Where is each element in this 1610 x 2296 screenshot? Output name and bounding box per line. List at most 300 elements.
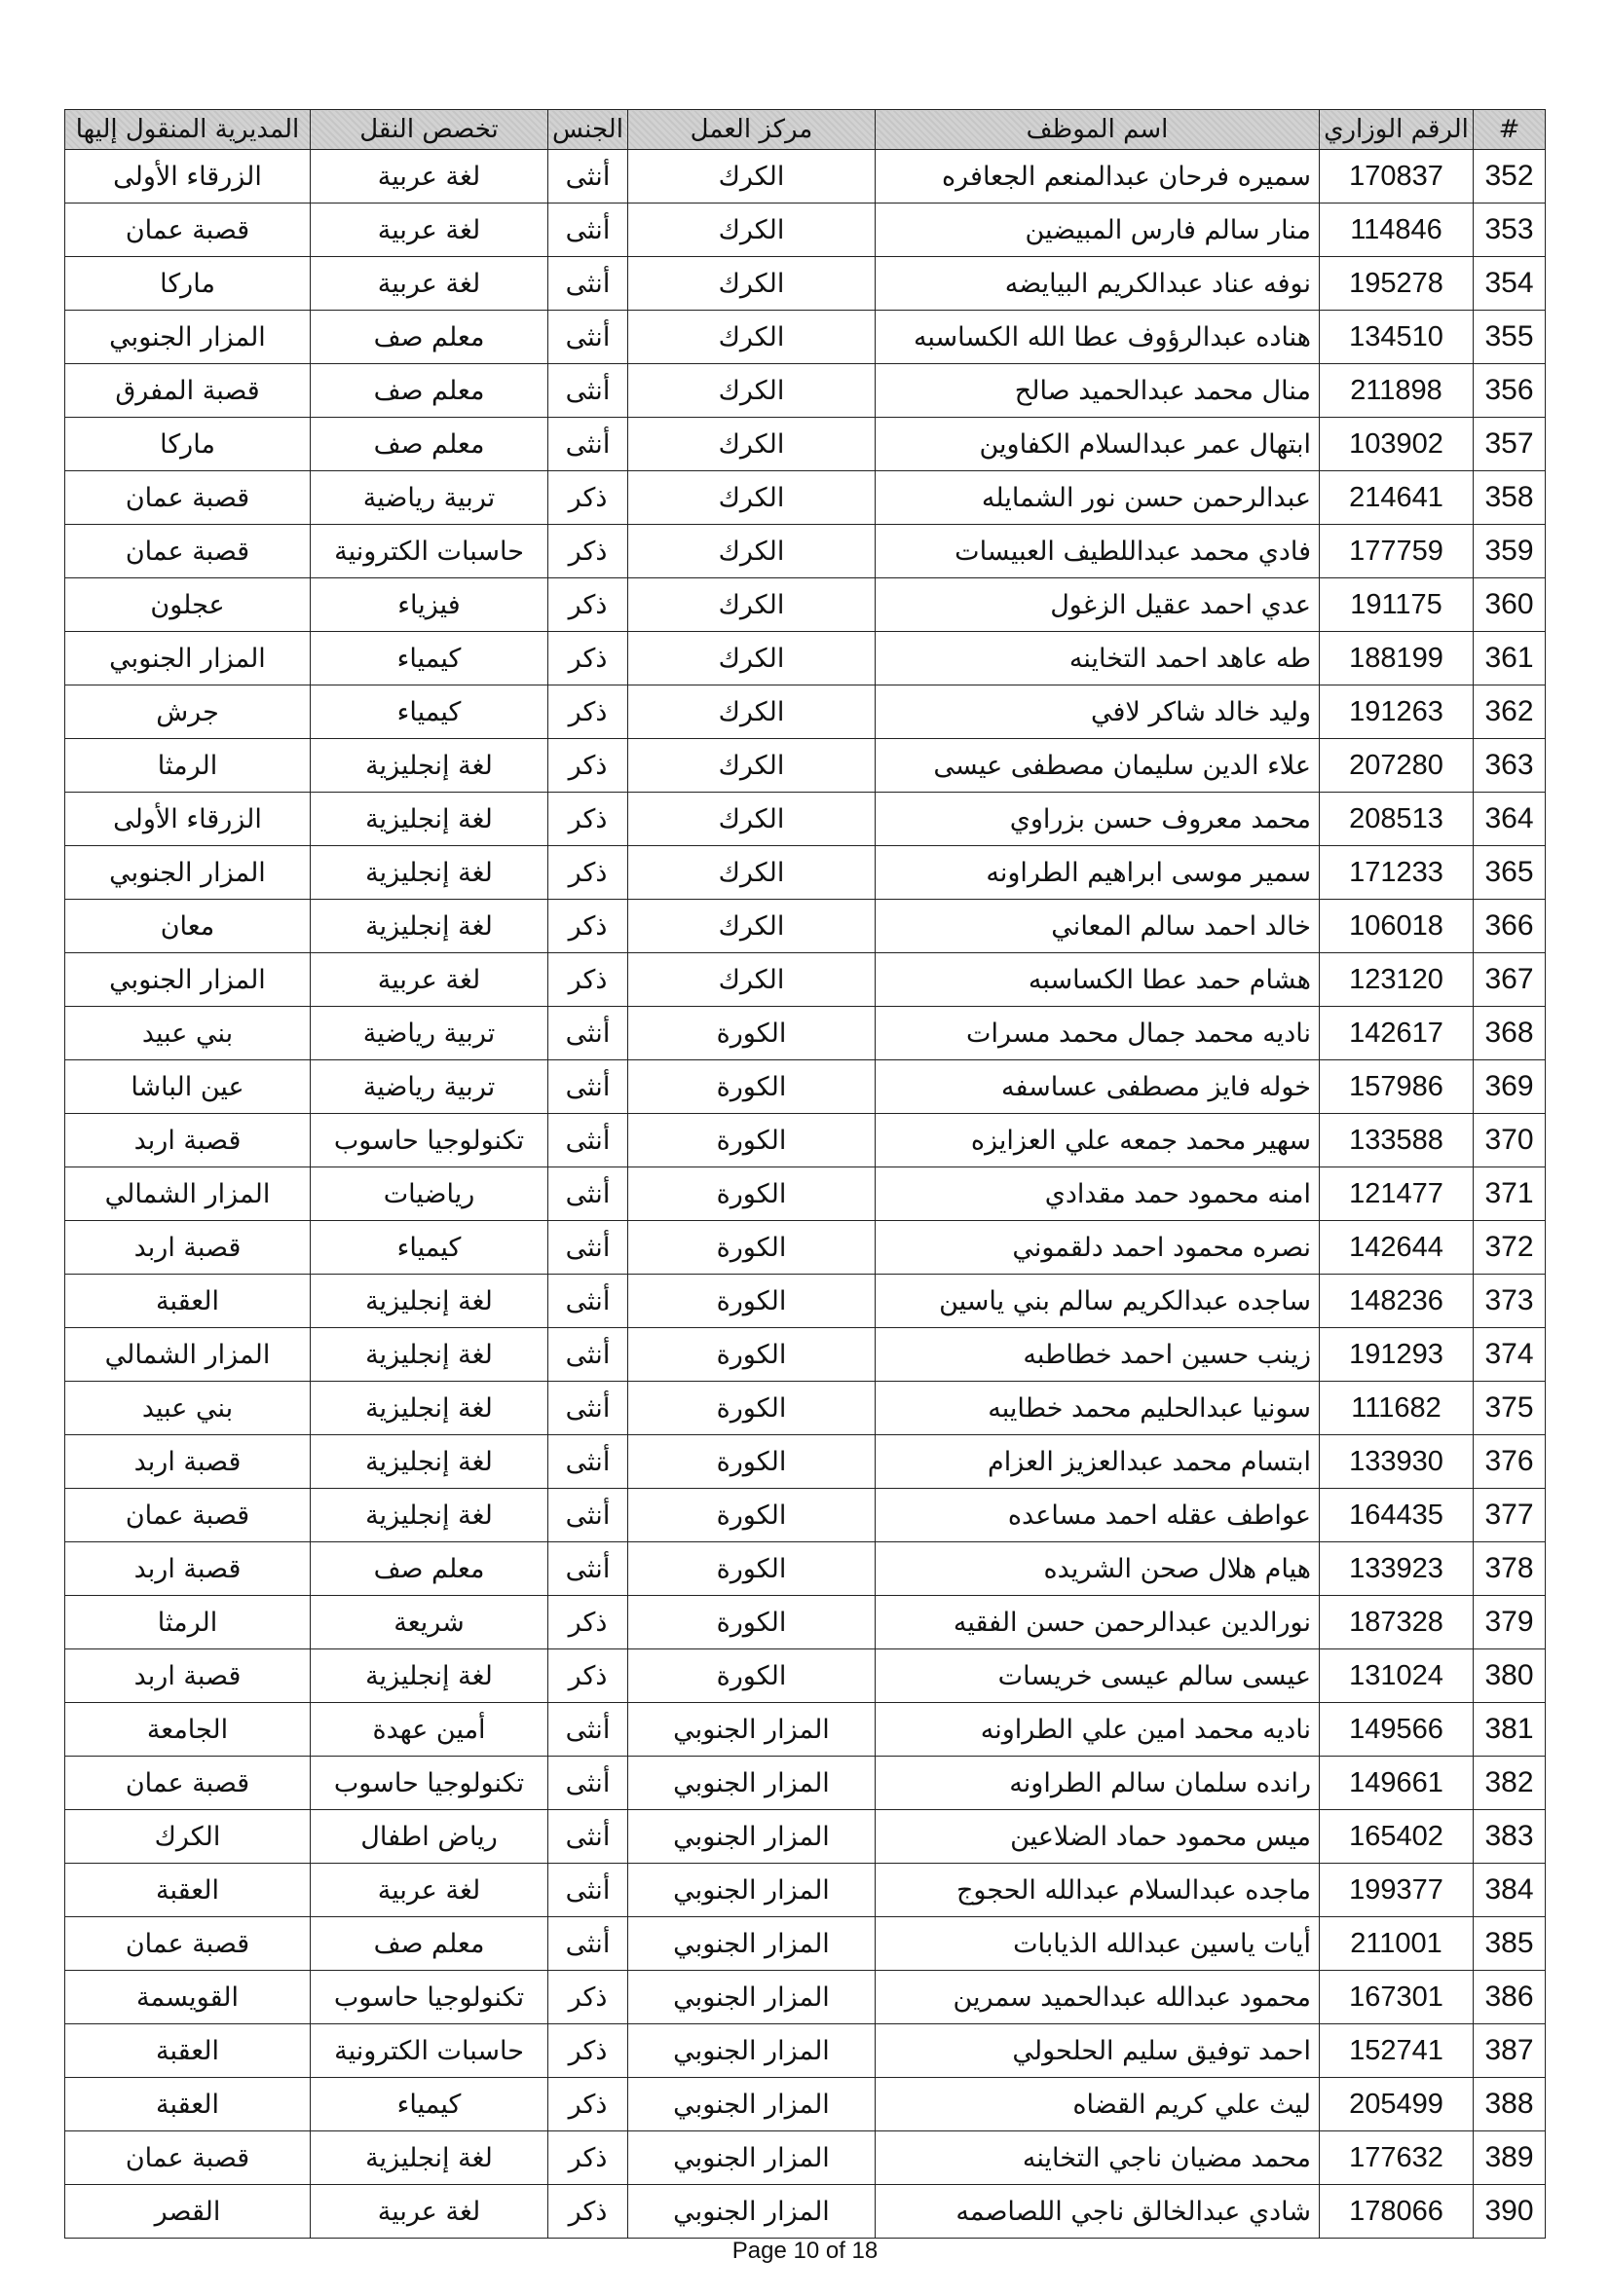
- directorate-cell: الكرك: [65, 1810, 311, 1864]
- employee-name-cell: سمير موسى ابراهيم الطراونه: [876, 846, 1320, 900]
- table-row: [65, 204, 1546, 257]
- ministry-number-cell: 149661: [1320, 1757, 1474, 1810]
- header-workplace: مركز العمل: [628, 110, 876, 150]
- header-directorate: المديرية المنقول إليها: [65, 110, 311, 150]
- workplace-cell: المزار الجنوبي: [628, 1703, 876, 1757]
- table-row: [65, 150, 1546, 204]
- employee-name-cell: هناده عبدالرؤوف عطا الله الكساسبه: [876, 311, 1320, 364]
- ministry-number-cell: 178066: [1320, 2185, 1474, 2239]
- employee-name-cell: رانده سلمان سالم الطراونه: [876, 1757, 1320, 1810]
- table-row: [65, 953, 1546, 1007]
- ministry-number-cell: 191293: [1320, 1328, 1474, 1382]
- index-cell: 369: [1474, 1060, 1546, 1114]
- ministry-number-cell: 157986: [1320, 1060, 1474, 1114]
- workplace-cell: الكرك: [628, 685, 876, 739]
- ministry-number-cell: 187328: [1320, 1596, 1474, 1649]
- index-cell: 382: [1474, 1757, 1546, 1810]
- directorate-cell: عجلون: [65, 578, 311, 632]
- specialization-cell: لغة إنجليزية: [311, 1435, 548, 1489]
- workplace-cell: الكورة: [628, 1114, 876, 1167]
- specialization-cell: رياض اطفال: [311, 1810, 548, 1864]
- gender-cell: أنثى: [548, 1114, 628, 1167]
- gender-cell: أنثى: [548, 204, 628, 257]
- workplace-cell: الكورة: [628, 1275, 876, 1328]
- ministry-number-cell: 133588: [1320, 1114, 1474, 1167]
- workplace-cell: المزار الجنوبي: [628, 1810, 876, 1864]
- table-row: [65, 311, 1546, 364]
- employee-name-cell: سهير محمد جمعه علي العزايزه: [876, 1114, 1320, 1167]
- specialization-cell: لغة عربية: [311, 1864, 548, 1917]
- workplace-cell: الكورة: [628, 1167, 876, 1221]
- gender-cell: أنثى: [548, 1275, 628, 1328]
- ministry-number-cell: 131024: [1320, 1649, 1474, 1703]
- ministry-number-cell: 167301: [1320, 1971, 1474, 2024]
- index-cell: 354: [1474, 257, 1546, 311]
- employee-name-cell: زينب حسين احمد خطاطبه: [876, 1328, 1320, 1382]
- specialization-cell: حاسبات الكترونية: [311, 525, 548, 578]
- header-row: [65, 110, 1546, 150]
- ministry-number-cell: 170837: [1320, 150, 1474, 204]
- specialization-cell: شريعة: [311, 1596, 548, 1649]
- index-cell: 358: [1474, 471, 1546, 525]
- specialization-cell: لغة عربية: [311, 204, 548, 257]
- employee-name-cell: ميس محمود حماد الضلاعين: [876, 1810, 1320, 1864]
- index-cell: 386: [1474, 1971, 1546, 2024]
- gender-cell: ذكر: [548, 739, 628, 793]
- ministry-number-cell: 111682: [1320, 1382, 1474, 1435]
- workplace-cell: المزار الجنوبي: [628, 1757, 876, 1810]
- table-row: [65, 1917, 1546, 1971]
- ministry-number-cell: 165402: [1320, 1810, 1474, 1864]
- specialization-cell: حاسبات الكترونية: [311, 2024, 548, 2078]
- table-row: [65, 1649, 1546, 1703]
- gender-cell: أنثى: [548, 1007, 628, 1060]
- employee-name-cell: خالد احمد سالم المعاني: [876, 900, 1320, 953]
- gender-cell: ذكر: [548, 2131, 628, 2185]
- employee-name-cell: عدي احمد عقيل الزغول: [876, 578, 1320, 632]
- table-row: [65, 1703, 1546, 1757]
- header-index: #: [1474, 110, 1546, 150]
- directorate-cell: الزرقاء الأولى: [65, 793, 311, 846]
- index-cell: 359: [1474, 525, 1546, 578]
- table-row: [65, 739, 1546, 793]
- workplace-cell: الكرك: [628, 578, 876, 632]
- workplace-cell: الكرك: [628, 257, 876, 311]
- ministry-number-cell: 114846: [1320, 204, 1474, 257]
- directorate-cell: المزار الجنوبي: [65, 632, 311, 685]
- employee-name-cell: وليد خالد شاكر لافي: [876, 685, 1320, 739]
- directorate-cell: قصبة اربد: [65, 1114, 311, 1167]
- index-cell: 385: [1474, 1917, 1546, 1971]
- index-cell: 371: [1474, 1167, 1546, 1221]
- employee-name-cell: عيسى سالم عيسى خريسات: [876, 1649, 1320, 1703]
- specialization-cell: لغة عربية: [311, 2185, 548, 2239]
- directorate-cell: معان: [65, 900, 311, 953]
- index-cell: 361: [1474, 632, 1546, 685]
- directorate-cell: قصبة عمان: [65, 2131, 311, 2185]
- ministry-number-cell: 142617: [1320, 1007, 1474, 1060]
- employee-name-cell: نصره محمود احمد دلقموني: [876, 1221, 1320, 1275]
- workplace-cell: الكورة: [628, 1328, 876, 1382]
- ministry-number-cell: 208513: [1320, 793, 1474, 846]
- workplace-cell: الكرك: [628, 953, 876, 1007]
- table-row: [65, 1489, 1546, 1542]
- workplace-cell: الكورة: [628, 1596, 876, 1649]
- directorate-cell: قصبة عمان: [65, 1917, 311, 1971]
- ministry-number-cell: 121477: [1320, 1167, 1474, 1221]
- directorate-cell: ماركا: [65, 257, 311, 311]
- gender-cell: ذكر: [548, 632, 628, 685]
- index-cell: 363: [1474, 739, 1546, 793]
- workplace-cell: الكورة: [628, 1435, 876, 1489]
- page-footer: Page 10 of 18: [731, 2238, 879, 2264]
- ministry-number-cell: 142644: [1320, 1221, 1474, 1275]
- employee-name-cell: ناديه محمد جمال محمد مسرات: [876, 1007, 1320, 1060]
- specialization-cell: لغة عربية: [311, 257, 548, 311]
- gender-cell: أنثى: [548, 1328, 628, 1382]
- employee-name-cell: منار سالم فارس المبيضين: [876, 204, 1320, 257]
- ministry-number-cell: 133923: [1320, 1542, 1474, 1596]
- directorate-cell: المزار الجنوبي: [65, 953, 311, 1007]
- index-cell: 374: [1474, 1328, 1546, 1382]
- directorate-cell: قصبة عمان: [65, 525, 311, 578]
- gender-cell: أنثى: [548, 1757, 628, 1810]
- table-row: [65, 2185, 1546, 2239]
- employee-name-cell: محمد معروف حسن بزراوي: [876, 793, 1320, 846]
- directorate-cell: المزار الشمالي: [65, 1167, 311, 1221]
- table-row: [65, 1757, 1546, 1810]
- gender-cell: أنثى: [548, 1703, 628, 1757]
- directorate-cell: قصبة اربد: [65, 1542, 311, 1596]
- ministry-number-cell: 134510: [1320, 311, 1474, 364]
- workplace-cell: الكرك: [628, 632, 876, 685]
- index-cell: 377: [1474, 1489, 1546, 1542]
- directorate-cell: ماركا: [65, 418, 311, 471]
- index-cell: 353: [1474, 204, 1546, 257]
- specialization-cell: معلم صف: [311, 418, 548, 471]
- specialization-cell: لغة إنجليزية: [311, 1275, 548, 1328]
- table-row: [65, 2131, 1546, 2185]
- employee-name-cell: خوله فايز مصطفى عساسفه: [876, 1060, 1320, 1114]
- header-employee-name: اسم الموظف: [876, 110, 1320, 150]
- employee-name-cell: عواطف عقله احمد مساعده: [876, 1489, 1320, 1542]
- directorate-cell: قصبة اربد: [65, 1435, 311, 1489]
- gender-cell: أنثى: [548, 1542, 628, 1596]
- index-cell: 352: [1474, 150, 1546, 204]
- table-row: [65, 1435, 1546, 1489]
- table-row: [65, 793, 1546, 846]
- directorate-cell: العقبة: [65, 1275, 311, 1328]
- employee-name-cell: ساجده عبدالكريم سالم بني ياسين: [876, 1275, 1320, 1328]
- specialization-cell: لغة إنجليزية: [311, 846, 548, 900]
- table-row: [65, 1007, 1546, 1060]
- specialization-cell: كيمياء: [311, 685, 548, 739]
- ministry-number-cell: 205499: [1320, 2078, 1474, 2131]
- index-cell: 360: [1474, 578, 1546, 632]
- ministry-number-cell: 191175: [1320, 578, 1474, 632]
- index-cell: 368: [1474, 1007, 1546, 1060]
- specialization-cell: معلم صف: [311, 1542, 548, 1596]
- employee-name-cell: ناديه محمد امين علي الطراونه: [876, 1703, 1320, 1757]
- workplace-cell: الكرك: [628, 204, 876, 257]
- specialization-cell: لغة إنجليزية: [311, 1489, 548, 1542]
- specialization-cell: معلم صف: [311, 311, 548, 364]
- gender-cell: أنثى: [548, 418, 628, 471]
- ministry-number-cell: 195278: [1320, 257, 1474, 311]
- table-row: [65, 1328, 1546, 1382]
- gender-cell: أنثى: [548, 1167, 628, 1221]
- gender-cell: ذكر: [548, 2078, 628, 2131]
- specialization-cell: لغة إنجليزية: [311, 1328, 548, 1382]
- workplace-cell: المزار الجنوبي: [628, 2131, 876, 2185]
- gender-cell: ذكر: [548, 2024, 628, 2078]
- table-row: [65, 1221, 1546, 1275]
- table-row: [65, 364, 1546, 418]
- workplace-cell: الكرك: [628, 311, 876, 364]
- workplace-cell: الكورة: [628, 1221, 876, 1275]
- gender-cell: أنثى: [548, 1917, 628, 1971]
- index-cell: 375: [1474, 1382, 1546, 1435]
- workplace-cell: الكرك: [628, 418, 876, 471]
- ministry-number-cell: 133930: [1320, 1435, 1474, 1489]
- table-row: [65, 1114, 1546, 1167]
- workplace-cell: المزار الجنوبي: [628, 1917, 876, 1971]
- table-row: [65, 685, 1546, 739]
- gender-cell: أنثى: [548, 1864, 628, 1917]
- employee-name-cell: أيات ياسين عبدالله الذيابات: [876, 1917, 1320, 1971]
- directorate-cell: المزار الجنوبي: [65, 846, 311, 900]
- index-cell: 380: [1474, 1649, 1546, 1703]
- ministry-number-cell: 177632: [1320, 2131, 1474, 2185]
- specialization-cell: كيمياء: [311, 2078, 548, 2131]
- ministry-number-cell: 148236: [1320, 1275, 1474, 1328]
- workplace-cell: المزار الجنوبي: [628, 1864, 876, 1917]
- specialization-cell: لغة عربية: [311, 150, 548, 204]
- specialization-cell: معلم صف: [311, 364, 548, 418]
- specialization-cell: كيمياء: [311, 632, 548, 685]
- index-cell: 390: [1474, 2185, 1546, 2239]
- employee-name-cell: هيام هلال صحن الشريده: [876, 1542, 1320, 1596]
- specialization-cell: لغة إنجليزية: [311, 739, 548, 793]
- specialization-cell: تكنولوجيا حاسوب: [311, 1971, 548, 2024]
- gender-cell: أنثى: [548, 1810, 628, 1864]
- workplace-cell: الكرك: [628, 471, 876, 525]
- index-cell: 362: [1474, 685, 1546, 739]
- specialization-cell: لغة إنجليزية: [311, 1649, 548, 1703]
- workplace-cell: الكرك: [628, 846, 876, 900]
- ministry-number-cell: 123120: [1320, 953, 1474, 1007]
- directorate-cell: بني عبيد: [65, 1382, 311, 1435]
- ministry-number-cell: 214641: [1320, 471, 1474, 525]
- ministry-number-cell: 149566: [1320, 1703, 1474, 1757]
- employee-name-cell: ابتهال عمر عبدالسلام الكفاوين: [876, 418, 1320, 471]
- ministry-number-cell: 106018: [1320, 900, 1474, 953]
- table-row: [65, 1971, 1546, 2024]
- ministry-number-cell: 199377: [1320, 1864, 1474, 1917]
- directorate-cell: القصر: [65, 2185, 311, 2239]
- directorate-cell: الرمثا: [65, 739, 311, 793]
- workplace-cell: الكرك: [628, 150, 876, 204]
- directorate-cell: العقبة: [65, 2024, 311, 2078]
- index-cell: 370: [1474, 1114, 1546, 1167]
- table-row: [65, 1382, 1546, 1435]
- directorate-cell: قصبة عمان: [65, 1489, 311, 1542]
- directorate-cell: القويسمة: [65, 1971, 311, 2024]
- index-cell: 364: [1474, 793, 1546, 846]
- gender-cell: ذكر: [548, 846, 628, 900]
- gender-cell: ذكر: [548, 900, 628, 953]
- gender-cell: أنثى: [548, 1221, 628, 1275]
- directorate-cell: قصبة عمان: [65, 1757, 311, 1810]
- gender-cell: ذكر: [548, 793, 628, 846]
- table-row: [65, 257, 1546, 311]
- gender-cell: أنثى: [548, 311, 628, 364]
- employee-name-cell: احمد توفيق سليم الحلحولي: [876, 2024, 1320, 2078]
- employee-name-cell: نوفه عناد عبدالكريم البيايضه: [876, 257, 1320, 311]
- directorate-cell: قصبة المفرق: [65, 364, 311, 418]
- table-row: [65, 2078, 1546, 2131]
- gender-cell: ذكر: [548, 525, 628, 578]
- index-cell: 365: [1474, 846, 1546, 900]
- index-cell: 373: [1474, 1275, 1546, 1328]
- employee-name-cell: منال محمد عبدالحميد صالح: [876, 364, 1320, 418]
- specialization-cell: تربية رياضية: [311, 1060, 548, 1114]
- table-row: [65, 1275, 1546, 1328]
- table-row: [65, 525, 1546, 578]
- table-header: [65, 110, 1546, 150]
- index-cell: 383: [1474, 1810, 1546, 1864]
- workplace-cell: المزار الجنوبي: [628, 2078, 876, 2131]
- table-row: [65, 846, 1546, 900]
- specialization-cell: لغة إنجليزية: [311, 1382, 548, 1435]
- index-cell: 376: [1474, 1435, 1546, 1489]
- directorate-cell: الزرقاء الأولى: [65, 150, 311, 204]
- directorate-cell: المزار الشمالي: [65, 1328, 311, 1382]
- ministry-number-cell: 164435: [1320, 1489, 1474, 1542]
- workplace-cell: الكرك: [628, 793, 876, 846]
- header-ministry-number: الرقم الوزاري: [1320, 110, 1474, 150]
- gender-cell: أنثى: [548, 1435, 628, 1489]
- workplace-cell: الكورة: [628, 1382, 876, 1435]
- ministry-number-cell: 211001: [1320, 1917, 1474, 1971]
- gender-cell: ذكر: [548, 2185, 628, 2239]
- workplace-cell: المزار الجنوبي: [628, 2185, 876, 2239]
- gender-cell: ذكر: [548, 685, 628, 739]
- index-cell: 388: [1474, 2078, 1546, 2131]
- specialization-cell: تكنولوجيا حاسوب: [311, 1757, 548, 1810]
- directorate-cell: قصبة اربد: [65, 1221, 311, 1275]
- index-cell: 381: [1474, 1703, 1546, 1757]
- employee-name-cell: امنه محمود حمد مقدادي: [876, 1167, 1320, 1221]
- ministry-number-cell: 152741: [1320, 2024, 1474, 2078]
- gender-cell: أنثى: [548, 257, 628, 311]
- employee-name-cell: سونيا عبدالحليم محمد خطايبه: [876, 1382, 1320, 1435]
- ministry-number-cell: 103902: [1320, 418, 1474, 471]
- workplace-cell: الكرك: [628, 739, 876, 793]
- specialization-cell: لغة عربية: [311, 953, 548, 1007]
- index-cell: 366: [1474, 900, 1546, 953]
- workplace-cell: الكورة: [628, 1007, 876, 1060]
- table-row: [65, 1542, 1546, 1596]
- index-cell: 389: [1474, 2131, 1546, 2185]
- table-row: [65, 1810, 1546, 1864]
- table-row: [65, 418, 1546, 471]
- specialization-cell: معلم صف: [311, 1917, 548, 1971]
- gender-cell: ذكر: [548, 953, 628, 1007]
- ministry-number-cell: 188199: [1320, 632, 1474, 685]
- directorate-cell: جرش: [65, 685, 311, 739]
- directorate-cell: بني عبيد: [65, 1007, 311, 1060]
- transfer-table: [64, 109, 1546, 2239]
- employee-name-cell: علاء الدين سليمان مصطفى عيسى: [876, 739, 1320, 793]
- workplace-cell: الكرك: [628, 525, 876, 578]
- specialization-cell: لغة إنجليزية: [311, 793, 548, 846]
- index-cell: 367: [1474, 953, 1546, 1007]
- workplace-cell: المزار الجنوبي: [628, 1971, 876, 2024]
- employee-name-cell: فادي محمد عبداللطيف العبيسات: [876, 525, 1320, 578]
- employee-name-cell: ابتسام محمد عبدالعزيز العزام: [876, 1435, 1320, 1489]
- employee-name-cell: محمد مضيان ناجي التخاينه: [876, 2131, 1320, 2185]
- ministry-number-cell: 171233: [1320, 846, 1474, 900]
- employee-name-cell: طه عاهد احمد التخاينه: [876, 632, 1320, 685]
- specialization-cell: أمين عهدة: [311, 1703, 548, 1757]
- workplace-cell: الكورة: [628, 1649, 876, 1703]
- specialization-cell: فيزياء: [311, 578, 548, 632]
- gender-cell: ذكر: [548, 1971, 628, 2024]
- specialization-cell: تربية رياضية: [311, 471, 548, 525]
- directorate-cell: عين الباشا: [65, 1060, 311, 1114]
- table-row: [65, 1596, 1546, 1649]
- ministry-number-cell: 207280: [1320, 739, 1474, 793]
- employee-name-cell: ماجده عبدالسلام عبدالله الحجوج: [876, 1864, 1320, 1917]
- workplace-cell: الكورة: [628, 1542, 876, 1596]
- workplace-cell: الكورة: [628, 1489, 876, 1542]
- specialization-cell: لغة إنجليزية: [311, 2131, 548, 2185]
- gender-cell: ذكر: [548, 578, 628, 632]
- specialization-cell: كيمياء: [311, 1221, 548, 1275]
- table-row: [65, 578, 1546, 632]
- workplace-cell: الكورة: [628, 1060, 876, 1114]
- header-gender: الجنس: [548, 110, 628, 150]
- gender-cell: أنثى: [548, 1489, 628, 1542]
- workplace-cell: الكرك: [628, 364, 876, 418]
- ministry-number-cell: 191263: [1320, 685, 1474, 739]
- directorate-cell: الجامعة: [65, 1703, 311, 1757]
- ministry-number-cell: 177759: [1320, 525, 1474, 578]
- index-cell: 355: [1474, 311, 1546, 364]
- directorate-cell: العقبة: [65, 1864, 311, 1917]
- employee-name-cell: ليث علي كريم القضاه: [876, 2078, 1320, 2131]
- directorate-cell: الرمثا: [65, 1596, 311, 1649]
- table-row: [65, 1864, 1546, 1917]
- employee-name-cell: نورالدين عبدالرحمن حسن الفقيه: [876, 1596, 1320, 1649]
- ministry-number-cell: 211898: [1320, 364, 1474, 418]
- gender-cell: ذكر: [548, 1649, 628, 1703]
- employee-name-cell: هشام حمد عطا الكساسبه: [876, 953, 1320, 1007]
- index-cell: 356: [1474, 364, 1546, 418]
- table-row: [65, 471, 1546, 525]
- specialization-cell: تربية رياضية: [311, 1007, 548, 1060]
- index-cell: 384: [1474, 1864, 1546, 1917]
- specialization-cell: لغة إنجليزية: [311, 900, 548, 953]
- workplace-cell: الكرك: [628, 900, 876, 953]
- employee-name-cell: محمود عبدالله عبدالحميد سمرين: [876, 1971, 1320, 2024]
- employee-name-cell: عبدالرحمن حسن نور الشمايله: [876, 471, 1320, 525]
- directorate-cell: العقبة: [65, 2078, 311, 2131]
- directorate-cell: قصبة عمان: [65, 204, 311, 257]
- gender-cell: أنثى: [548, 150, 628, 204]
- directorate-cell: المزار الجنوبي: [65, 311, 311, 364]
